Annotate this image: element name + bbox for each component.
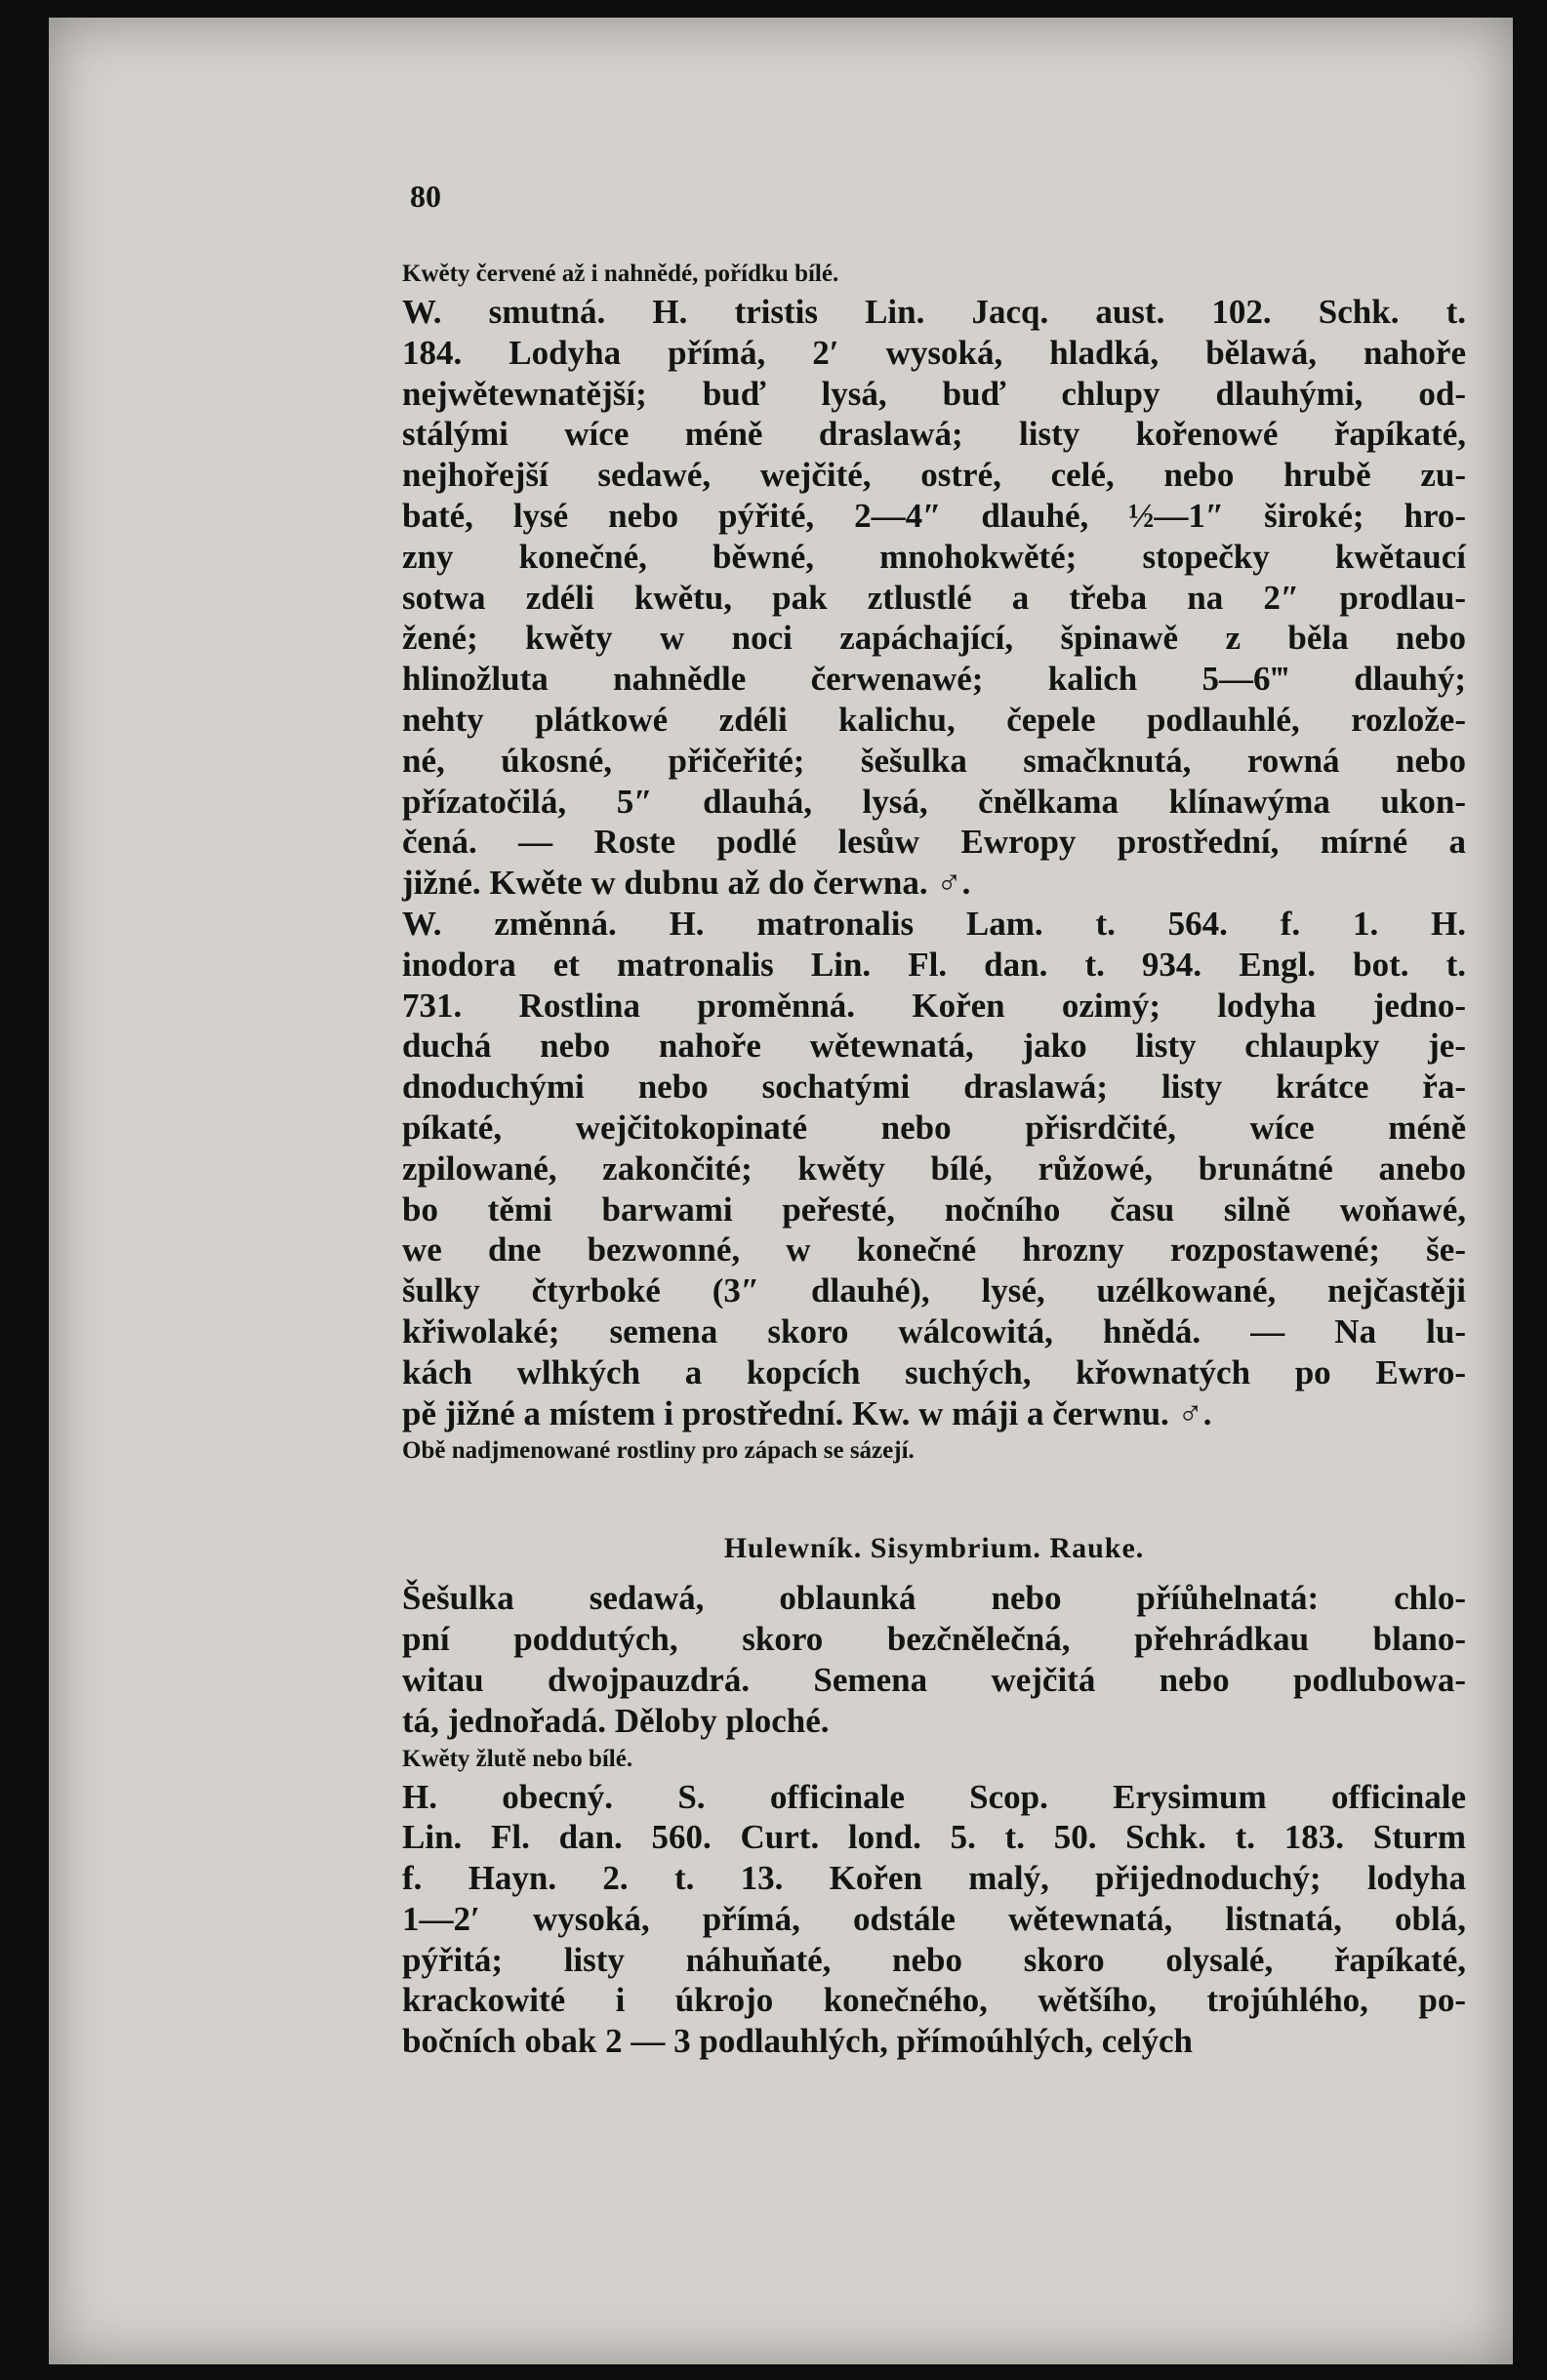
text-line: přízatočilá, 5″ dlauhá, lysá, čnělkama klínawýma ukon-	[402, 782, 1466, 821]
text-line: Obě nadjmenowané rostliny pro zápach se sázejí.	[402, 1437, 915, 1465]
text-line: pě jižné a místem i prostřední. Kw. w máji a čerwnu. ♂.	[402, 1393, 1212, 1432]
text-line: 1—2′ wysoká, přímá, odstále wětewnatá, listnatá, oblá,	[402, 1899, 1466, 1938]
text-line: kách wlhkých a kopcích suchých, křownatých po Ewro-	[402, 1352, 1466, 1392]
text-line: né, úkosné, přičeřité; šešulka smačknutá, rowná nebo	[402, 741, 1466, 780]
genus-sisymbrium-text	[402, 1578, 1466, 2062]
text-line: H. obecný. S. officinale Scop. Erysimum officinale	[402, 1777, 1466, 1816]
text-line: we dne bezwonné, w konečné hrozny rozpostawené; še-	[402, 1230, 1466, 1270]
text-line: Kwěty žlutě nebo bílé.	[402, 1745, 633, 1772]
text-line: inodora et matronalis Lin. Fl. dan. t. 934. Engl. bot. t.	[402, 945, 1466, 984]
text-line: čená. — Roste podlé lesůw Ewropy prostřední, mírné a	[402, 823, 1466, 862]
text-line: Lin. Fl. dan. 560. Curt. lond. 5. t. 50. Schk. t. 183. Sturm	[402, 1818, 1466, 1857]
text-line: krackowité i úkrojo konečného, wětšího, trojúhlého, po-	[402, 1981, 1466, 2020]
text-line: sotwa zdéli kwětu, pak ztlustlé a třeba na 2″ prodlau-	[402, 578, 1466, 617]
species-entries-hesperis	[402, 257, 1466, 1469]
text-line: baté, lysé nebo pýřité, 2—4″ dlauhé, ½—1″ široké; hro-	[402, 496, 1466, 535]
text-line: nejhořejší sedawé, wejčité, ostré, celé, nebo hrubě zu-	[402, 456, 1466, 495]
text-line: bo těmi barwami peřesté, nočního času silně woňawé,	[402, 1190, 1466, 1229]
text-line: witau dwojpauzdrá. Semena wejčitá nebo podlubowa-	[402, 1660, 1466, 1699]
paragraph	[402, 1742, 1466, 1777]
text-line: W. změnná. H. matronalis Lam. t. 564. f. 1. H.	[402, 904, 1466, 943]
text-line: f. Hayn. 2. t. 13. Kořen malý, přijednoduchý; lodyha	[402, 1859, 1466, 1898]
text-line: hlinožluta nahnědle čerwenawé; kalich 5—6‴ dlauhý;	[402, 660, 1466, 699]
text-line: žené; kwěty w noci zapáchající, špinawě z běla nebo	[402, 619, 1466, 658]
paragraph	[402, 1433, 1466, 1469]
spacer	[402, 1469, 1466, 1519]
text-line: 731. Rostlina proměnná. Kořen ozimý; lodyha jedno-	[402, 986, 1466, 1025]
text-line: duchá nebo nahoře wětewnatá, jako listy chlaupky je-	[402, 1027, 1466, 1066]
paragraph	[402, 1578, 1466, 1741]
text-line: píkaté, wejčitokopinaté nebo přisrdčité, wíce méně	[402, 1108, 1466, 1147]
text-line: pní poddutých, skoro bezčnělečná, přehrádkau blano-	[402, 1620, 1466, 1659]
text-line: nehty plátkowé zdéli kalichu, čepele podlauhlé, rozlože-	[402, 700, 1466, 739]
text-line: tá, jednořadá. Děloby ploché.	[402, 1701, 830, 1740]
genus-header: Hulewník. Sisymbrium. Rauke.	[723, 1532, 1145, 1565]
text-line: křiwolaké; semena skoro wálcowitá, hnědá. — Na lu-	[402, 1311, 1466, 1351]
text-line: zpilowané, zakončité; kwěty bílé, růžowé, brunátné anebo	[402, 1149, 1466, 1188]
text-line: 184. Lodyha přímá, 2′ wysoká, hladká, bělawá, nahoře	[402, 333, 1466, 372]
text-line: bočních obak 2 — 3 podlauhlých, přímoúhlých, celých	[402, 2022, 1194, 2061]
text-line: nejwětewnatější; buď lysá, buď chlupy dlauhými, od-	[402, 374, 1466, 413]
text-line: W. smutná. H. tristis Lin. Jacq. aust. 102. Schk. t.	[402, 293, 1466, 331]
book-page	[49, 18, 1513, 2364]
page-number: 80	[410, 179, 441, 214]
text-line: jižné. Kwěte w dubnu až do čerwna. ♂.	[402, 864, 971, 903]
text-line: Kwěty červené až i nahnědé, pořídku bílé.	[402, 261, 839, 287]
text-line: Šešulka sedawá, oblaunká nebo příůhelnatá: chlo-	[402, 1579, 1466, 1618]
text-line: dnoduchými nebo sochatými draslawá; listy krátce řa-	[402, 1068, 1466, 1107]
text-line: stálými wíce méně draslawá; listy kořenowé řapíkaté,	[402, 415, 1466, 454]
text-line: zny konečné, běwné, mnohokwěté; stopečky kwětaucí	[402, 537, 1466, 576]
text-line: pýřitá; listy náhuňaté, nebo skoro olysalé, řapíkaté,	[402, 1940, 1466, 1979]
paragraph	[402, 292, 1466, 904]
main-text	[402, 257, 1466, 2062]
paragraph	[402, 904, 1466, 1433]
paragraph	[402, 1777, 1466, 2063]
paragraph	[402, 257, 1466, 292]
text-line: šulky čtyrboké (3″ dlauhé), lysé, uzélkowané, nejčastěji	[402, 1271, 1466, 1311]
